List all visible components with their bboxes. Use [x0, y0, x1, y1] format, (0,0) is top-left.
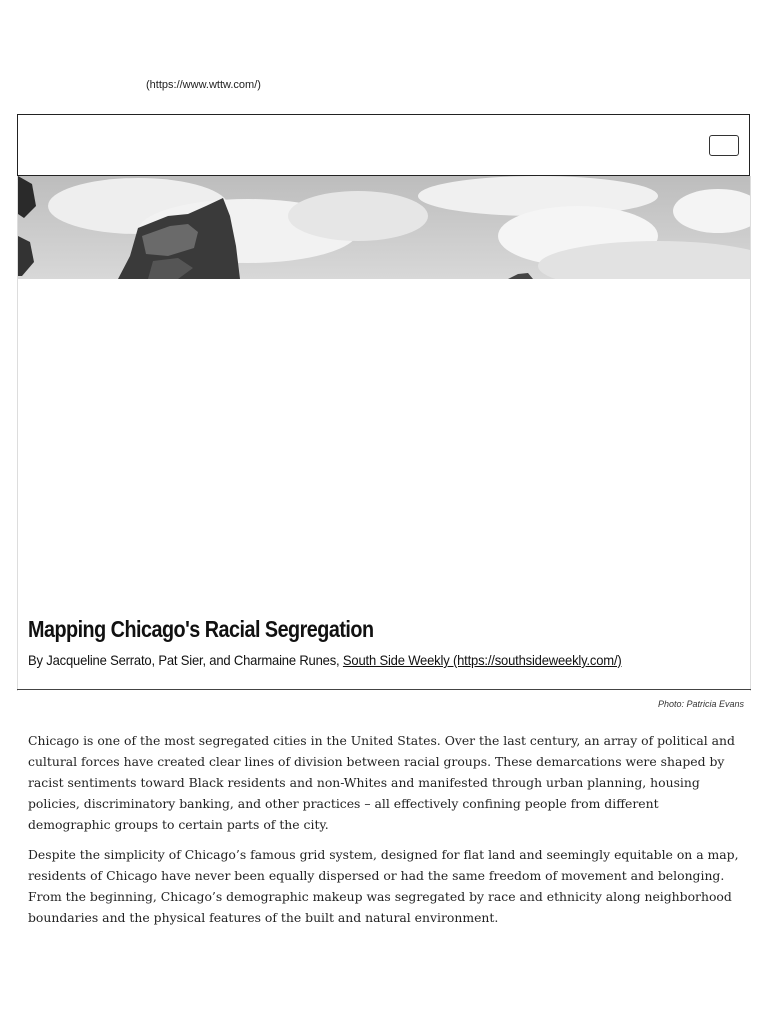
article-title: Mapping Chicago's Racial Segregation [28, 616, 374, 642]
hero-image [17, 176, 751, 691]
article-body [28, 730, 743, 937]
byline-authors: By Jacqueline Serrato, Pat Sier, and Charmaine Runes, [28, 652, 343, 668]
hamburger-menu-icon[interactable] [709, 135, 739, 156]
article-paragraph: Despite the simplicity of Chicago’s famous grid system, designed for flat land and seemingly equitable on a map, residents of Chicago have never been equally dispersed or had the same freedom of movement and belonging. From the beginning, Chicago’s demographic makeup was segregated by race and ethnicity along neighborhood boundaries and the physical features of the built and natural environment. [28, 847, 739, 925]
article-byline [28, 652, 622, 668]
photo-image [18, 176, 750, 279]
source-link[interactable]: South Side Weekly (https://southsideweekly.com/) [342, 652, 622, 668]
photo-credit: Photo: Patricia Evans [657, 699, 744, 709]
article-paragraph: Chicago is one of the most segregated cities in the United States. Over the last century, an array of political and cultural forces have created clear lines of division between racial groups. These demarcations were shaped by racist sentiments toward Black residents and non-Whites and manifested through urban planning, housing policies, discriminatory banking, and other practices – all effectively confining people from different demographic groups to certain parts of the city. [28, 733, 735, 832]
site-navigation-bar [17, 114, 750, 176]
wttw-logo-link[interactable]: (https://www.wttw.com/) [146, 79, 261, 91]
divider [17, 689, 751, 690]
hero-photo-strip [18, 176, 750, 279]
